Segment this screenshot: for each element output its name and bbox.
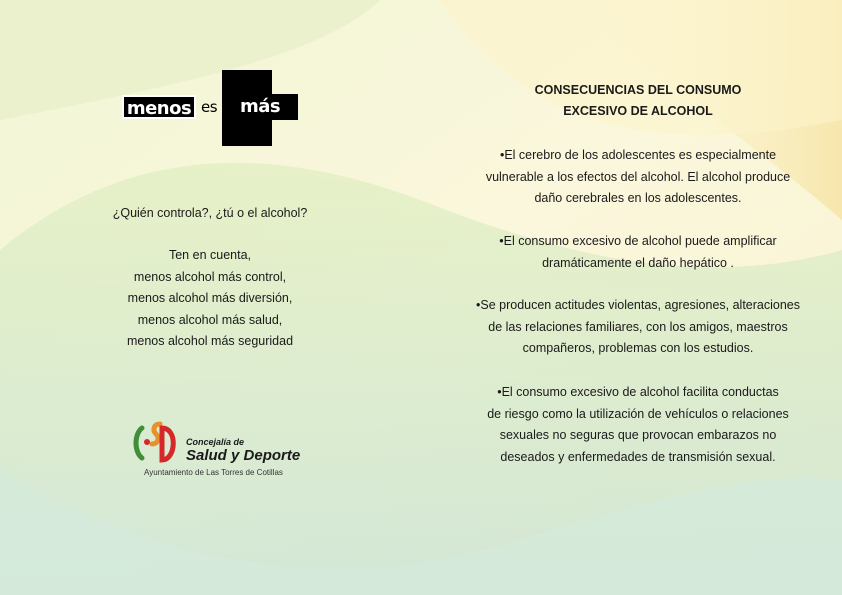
tip-line: menos alcohol más control, (133, 269, 287, 284)
paragraph-line: •El consumo excesivo de alcohol puede amplificar (499, 234, 777, 248)
tip-line: Ten en cuenta, (168, 248, 251, 262)
title-line: CONSECUENCIAS DEL CONSUMO (534, 83, 742, 97)
title-line: EXCESIVO DE ALCOHOL (563, 104, 713, 118)
tips-list (90, 245, 330, 353)
menos-es-mas-logo (122, 70, 302, 146)
paragraph-line: compañeros, problemas con los estudios. (522, 341, 754, 355)
csd-mark-icon (132, 418, 180, 466)
paragraph-line: daño cerebrales en los adolescentes. (534, 191, 742, 205)
paragraph-line: de riesgo como la utilización de vehículos o relaciones (487, 406, 789, 421)
paragraph-line: deseados y enfermedades de transmisión sexual. (500, 449, 776, 464)
paragraph-line: •El cerebro de los adolescentes es especialmente (499, 148, 777, 162)
tip-line: menos alcohol más diversión, (127, 291, 293, 305)
question-text: ¿Quién controla?, ¿tú o el alcohol? (112, 206, 308, 220)
paragraph-line: sexuales no seguras que provocan embarazos no (499, 428, 777, 442)
paragraph (458, 382, 818, 468)
sponsor-logo (132, 410, 302, 480)
sponsor-line2: Salud y Deporte (186, 447, 301, 464)
logo-es-text: es (200, 98, 218, 116)
paragraph (458, 295, 818, 360)
tip-line: menos alcohol más seguridad (126, 334, 294, 348)
logo-menos-text: menos (122, 95, 196, 119)
paragraph (458, 145, 818, 210)
paragraph-line: vulnerable a los efectos del alcohol. El alcohol produce (485, 169, 791, 184)
paragraph-line: dramáticamente el daño hepático . (542, 255, 734, 270)
paragraph-line: de las relaciones familiares, con los amigos, maestros (488, 319, 788, 334)
page-title (458, 80, 818, 122)
paragraph (458, 231, 818, 274)
paragraph-line: •Se producen actitudes violentas, agresiones, alteraciones (475, 298, 801, 312)
paragraph-line: •El consumo excesivo de alcohol facilita conductas (497, 385, 779, 399)
tip-line: menos alcohol más salud, (137, 312, 283, 327)
logo-mas-text: más (239, 96, 281, 117)
sponsor-line3: Ayuntamiento de Las Torres de Cotillas (144, 468, 283, 477)
sponsor-line1: Concejalía de (186, 437, 245, 447)
